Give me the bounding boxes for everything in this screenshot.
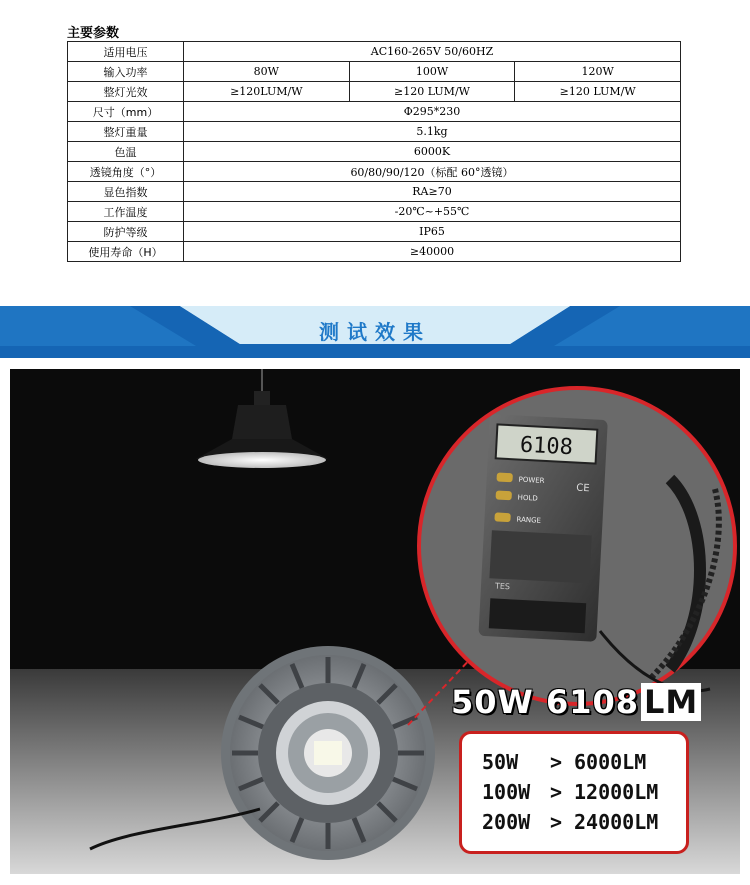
param-label: 整灯光效 — [68, 82, 184, 102]
spec-watt: 50W — [482, 750, 519, 774]
ce-mark: CE — [575, 482, 590, 495]
banner-title: 测试效果 — [319, 320, 431, 344]
lux-meter — [478, 414, 607, 642]
param-label: 透镜角度（°） — [68, 162, 184, 182]
range-label: RANGE — [516, 515, 542, 525]
spec-watt: 100W — [482, 780, 531, 804]
param-row — [68, 202, 681, 222]
spec-symbol: > — [550, 750, 563, 774]
param-value: RA≥70 — [184, 182, 681, 202]
param-row — [68, 242, 681, 262]
param-value: ≥120LUM/W — [184, 82, 350, 102]
param-value: AC160-265V 50/60HZ — [184, 42, 681, 62]
param-value: 120W — [515, 62, 681, 82]
param-row — [68, 222, 681, 242]
params-title: 主要参数 — [67, 26, 120, 41]
lumen-spec-box — [459, 731, 689, 854]
meter-brand: TES — [494, 581, 511, 592]
meter-display: 6108 — [519, 432, 574, 461]
param-row — [68, 102, 681, 122]
result-watt: 50W — [451, 683, 534, 721]
param-label: 整灯重量 — [68, 122, 184, 142]
param-value: -20℃~+55℃ — [184, 202, 681, 222]
measured-result — [451, 683, 701, 721]
spec-watt: 200W — [482, 810, 531, 834]
param-value: ≥40000 — [184, 242, 681, 262]
param-label: 显色指数 — [68, 182, 184, 202]
param-row — [68, 122, 681, 142]
param-value: ≥120 LUM/W — [349, 82, 515, 102]
param-value: ≥120 LUM/W — [515, 82, 681, 102]
spec-lumen: 12000LM — [574, 780, 659, 804]
hold-button — [496, 490, 512, 500]
result-lumen: 6108 — [545, 683, 640, 721]
test-results-banner — [0, 306, 750, 358]
param-value: IP65 — [184, 222, 681, 242]
param-value: 6000K — [184, 142, 681, 162]
hold-label: HOLD — [517, 493, 538, 503]
param-label: 工作温度 — [68, 202, 184, 222]
param-value: 60/80/90/120（标配 60°透镜） — [184, 162, 681, 182]
param-row — [68, 42, 681, 62]
result-unit: LM — [641, 683, 701, 721]
power-label: POWER — [518, 475, 545, 485]
param-row — [68, 82, 681, 102]
param-label: 尺寸（mm） — [68, 102, 184, 122]
spec-symbol: > — [550, 810, 563, 834]
param-row — [68, 162, 681, 182]
param-label: 色温 — [68, 142, 184, 162]
param-label: 使用寿命（H） — [68, 242, 184, 262]
param-label: 适用电压 — [68, 42, 184, 62]
param-value: 80W — [184, 62, 350, 82]
param-value: Φ295*230 — [184, 102, 681, 122]
power-button — [496, 472, 512, 482]
param-row — [68, 142, 681, 162]
param-label: 输入功率 — [68, 62, 184, 82]
spec-symbol: > — [550, 780, 563, 804]
param-value: 100W — [349, 62, 515, 82]
spec-lumen: 24000LM — [574, 810, 659, 834]
magnifier-circle — [419, 388, 735, 704]
range-button — [494, 512, 510, 522]
param-label: 防护等级 — [68, 222, 184, 242]
param-value: 5.1kg — [184, 122, 681, 142]
params-table — [67, 41, 681, 262]
param-row — [68, 182, 681, 202]
param-row — [68, 62, 681, 82]
spec-lumen: 6000LM — [574, 750, 647, 774]
